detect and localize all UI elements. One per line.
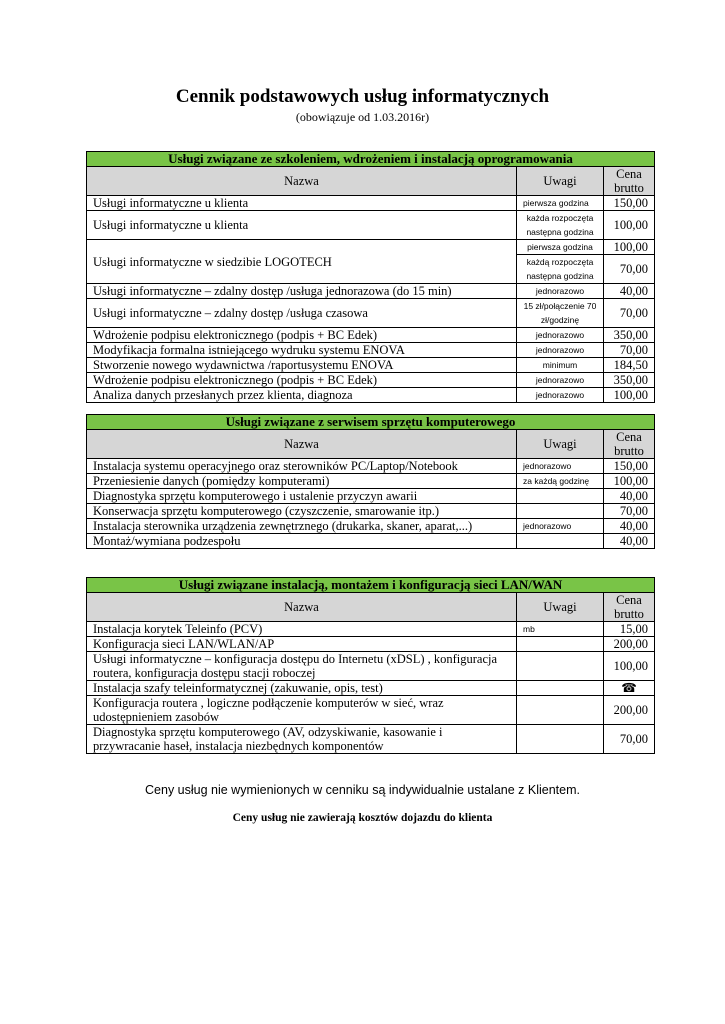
service-price: 350,00 (604, 328, 655, 343)
service-note: każdą rozpoczęta następna godzina (517, 255, 604, 284)
service-name: Usługi informatyczne – konfiguracja dostępu do Internetu (xDSL) , konfiguracja routera, konfiguracja dostępu stacji roboczej (87, 652, 517, 681)
table-row (87, 358, 655, 373)
service-name: Wdrożenie podpisu elektronicznego (podpis + BC Edek) (87, 373, 517, 388)
service-note: za każdą godzinę (517, 474, 604, 489)
column-header-notes: Uwagi (517, 167, 604, 196)
service-note: 15 zł/połączenie 70 zł/godzinę (517, 299, 604, 328)
column-header-name: Nazwa (87, 167, 517, 196)
table-row (87, 211, 655, 240)
table-row (87, 328, 655, 343)
table-row (87, 299, 655, 328)
service-note (517, 681, 604, 696)
table-row (87, 284, 655, 299)
table-row (87, 343, 655, 358)
page-title: Cennik podstawowych usług informatycznych (175, 86, 550, 107)
table-row (87, 622, 655, 637)
service-name: Instalacja szafy teleinformatycznej (zakuwanie, opis, test) (87, 681, 517, 696)
service-price: 100,00 (604, 240, 655, 255)
price-table-network (86, 577, 655, 754)
service-note: jednorazowo (517, 519, 604, 534)
service-name: Instalacja systemu operacyjnego oraz sterowników PC/Laptop/Notebook (87, 459, 517, 474)
service-price: 40,00 (604, 534, 655, 549)
service-note: jednorazowo (517, 388, 604, 403)
service-name: Usługi informatyczne u klienta (87, 211, 517, 240)
service-note: pierwsza godzina (517, 240, 604, 255)
service-price: 70,00 (604, 725, 655, 754)
service-price: 40,00 (604, 284, 655, 299)
service-name: Diagnostyka sprzętu komputerowego (AV, odzyskiwanie, kasowanie i przywracanie haseł, instalacja niezbędnych komponentów (87, 725, 517, 754)
table-row (87, 459, 655, 474)
service-note: jednorazowo (517, 459, 604, 474)
service-price: 70,00 (604, 504, 655, 519)
service-note: jednorazowo (517, 284, 604, 299)
service-price: 200,00 (604, 696, 655, 725)
service-note: każda rozpoczęta następna godzina (517, 211, 604, 240)
service-name: Usługi informatyczne – zdalny dostęp /usługa czasowa (87, 299, 517, 328)
table-row (87, 637, 655, 652)
table-row (87, 240, 655, 255)
column-header-notes: Uwagi (517, 430, 604, 459)
table-row (87, 725, 655, 754)
telephone-icon: ☎ (604, 681, 655, 696)
service-name: Analiza danych przesłanych przez klienta, diagnoza (87, 388, 517, 403)
service-name: Stworzenie nowego wydawnictwa /raportusystemu ENOVA (87, 358, 517, 373)
page-subtitle: (obowiązuje od 1.03.2016r) (295, 110, 430, 124)
service-note: pierwsza godzina (517, 196, 604, 211)
footer-disclaimer: Ceny usług nie zawierają kosztów dojazdu do klienta (232, 812, 493, 824)
service-name: Wdrożenie podpisu elektronicznego (podpis + BC Edek) (87, 328, 517, 343)
service-price: 40,00 (604, 489, 655, 504)
service-note: jednorazowo (517, 343, 604, 358)
service-price: 70,00 (604, 299, 655, 328)
service-name: Instalacja sterownika urządzenia zewnętrznego (drukarka, skaner, aparat,...) (87, 519, 517, 534)
service-note: jednorazowo (517, 373, 604, 388)
table-row (87, 196, 655, 211)
table-row (87, 474, 655, 489)
service-price: 100,00 (604, 474, 655, 489)
service-name: Montaż/wymiana podzespołu (87, 534, 517, 549)
service-price: 100,00 (604, 652, 655, 681)
table-row (87, 534, 655, 549)
service-note: minimum (517, 358, 604, 373)
section-heading: Usługi związane instalacją, montażem i konfiguracją sieci LAN/WAN (87, 578, 655, 593)
column-header-name: Nazwa (87, 430, 517, 459)
service-price: 150,00 (604, 196, 655, 211)
service-note: mb (517, 622, 604, 637)
service-price: 40,00 (604, 519, 655, 534)
column-header-price: Cena brutto (604, 430, 655, 459)
table-row (87, 519, 655, 534)
service-price: 100,00 (604, 211, 655, 240)
service-price: 350,00 (604, 373, 655, 388)
service-note (517, 696, 604, 725)
section-heading: Usługi związane z serwisem sprzętu komputerowego (87, 415, 655, 430)
service-name: Konfiguracja sieci LAN/WLAN/AP (87, 637, 517, 652)
service-name: Przeniesienie danych (pomiędzy komputerami) (87, 474, 517, 489)
service-note (517, 504, 604, 519)
service-name: Instalacja korytek Teleinfo (PCV) (87, 622, 517, 637)
service-name: Usługi informatyczne u klienta (87, 196, 517, 211)
service-price: 100,00 (604, 388, 655, 403)
table-row (87, 652, 655, 681)
service-price: 70,00 (604, 255, 655, 284)
column-header-name: Nazwa (87, 593, 517, 622)
column-header-price: Cena brutto (604, 593, 655, 622)
service-price: 150,00 (604, 459, 655, 474)
service-name: Modyfikacja formalna istniejącego wydruku systemu ENOVA (87, 343, 517, 358)
service-price: 70,00 (604, 343, 655, 358)
service-note (517, 725, 604, 754)
service-note (517, 637, 604, 652)
service-name: Usługi informatyczne – zdalny dostęp /usługa jednorazowa (do 15 min) (87, 284, 517, 299)
table-row (87, 388, 655, 403)
section-heading: Usługi związane ze szkoleniem, wdrożeniem i instalacją oprogramowania (87, 152, 655, 167)
service-note (517, 489, 604, 504)
table-row (87, 681, 655, 696)
table-row (87, 489, 655, 504)
service-note (517, 652, 604, 681)
service-price: 200,00 (604, 637, 655, 652)
column-header-price: Cena brutto (604, 167, 655, 196)
table-row (87, 373, 655, 388)
service-name: Konserwacja sprzętu komputerowego (czyszczenie, smarowanie itp.) (87, 504, 517, 519)
column-header-notes: Uwagi (517, 593, 604, 622)
service-note (517, 534, 604, 549)
footer-note: Ceny usług nie wymienionych w cenniku są indywidualnie ustalane z Klientem. (145, 783, 580, 797)
table-row (87, 696, 655, 725)
price-table-software (86, 151, 655, 403)
service-name: Diagnostyka sprzętu komputerowego i ustalenie przyczyn awarii (87, 489, 517, 504)
price-table-hardware (86, 414, 655, 549)
service-price: 184,50 (604, 358, 655, 373)
service-price: 15,00 (604, 622, 655, 637)
service-note: jednorazowo (517, 328, 604, 343)
service-name: Konfiguracja routera , logiczne podłączenie komputerów w sieć, wraz udostępnieniem zasobów (87, 696, 517, 725)
table-row (87, 504, 655, 519)
service-name: Usługi informatyczne w siedzibie LOGOTECH (87, 240, 517, 284)
